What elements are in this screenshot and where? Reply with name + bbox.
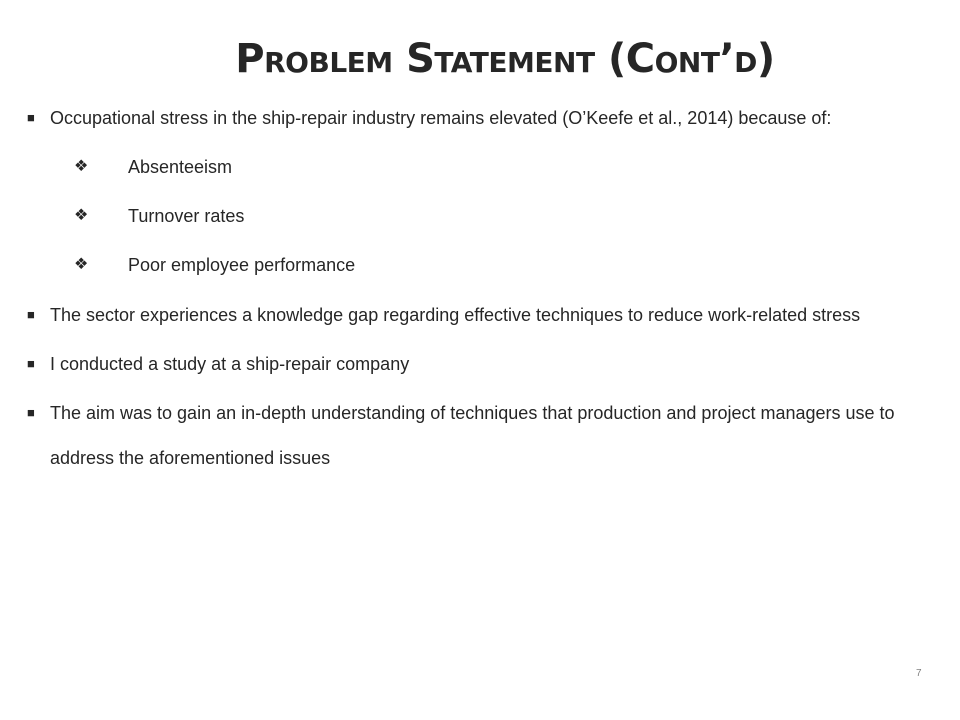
bullet-item: [27, 346, 940, 382]
bullet-text: Occupational stress in the ship-repair industry remains elevated (O’Keefe et al., 2014) because of:: [50, 108, 832, 128]
bullet-item: [27, 297, 940, 333]
square-bullet-icon: ■: [27, 307, 35, 322]
square-bullet-icon: ■: [27, 356, 35, 371]
diamond-bullet-icon: ❖: [74, 256, 89, 273]
sub-bullet-item: [74, 247, 828, 283]
sub-bullet-item: [74, 149, 828, 185]
bullet-item: [27, 100, 940, 136]
diamond-bullet-icon: ❖: [74, 158, 89, 175]
sub-bullet-text: Absenteeism: [128, 157, 233, 177]
diamond-bullet-icon: ❖: [74, 207, 89, 224]
square-bullet-icon: ■: [27, 405, 35, 420]
slide-title: Problem Statement (Cont’d): [235, 36, 775, 82]
sub-bullet-text: Poor employee performance: [128, 255, 356, 275]
bullet-item: [27, 391, 940, 481]
sub-bullet-item: [74, 198, 828, 234]
bullet-text: The sector experiences a knowledge gap regarding effective techniques to reduce work-related stress: [50, 305, 861, 325]
bullet-text: The aim was to gain an in-depth understanding of techniques that production and project managers use to address the aforementioned issues: [50, 403, 895, 468]
bullet-text: I conducted a study at a ship-repair company: [50, 354, 410, 374]
square-bullet-icon: ■: [27, 110, 35, 125]
sub-bullet-text: Turnover rates: [128, 206, 245, 226]
page-number: 7: [916, 668, 922, 679]
